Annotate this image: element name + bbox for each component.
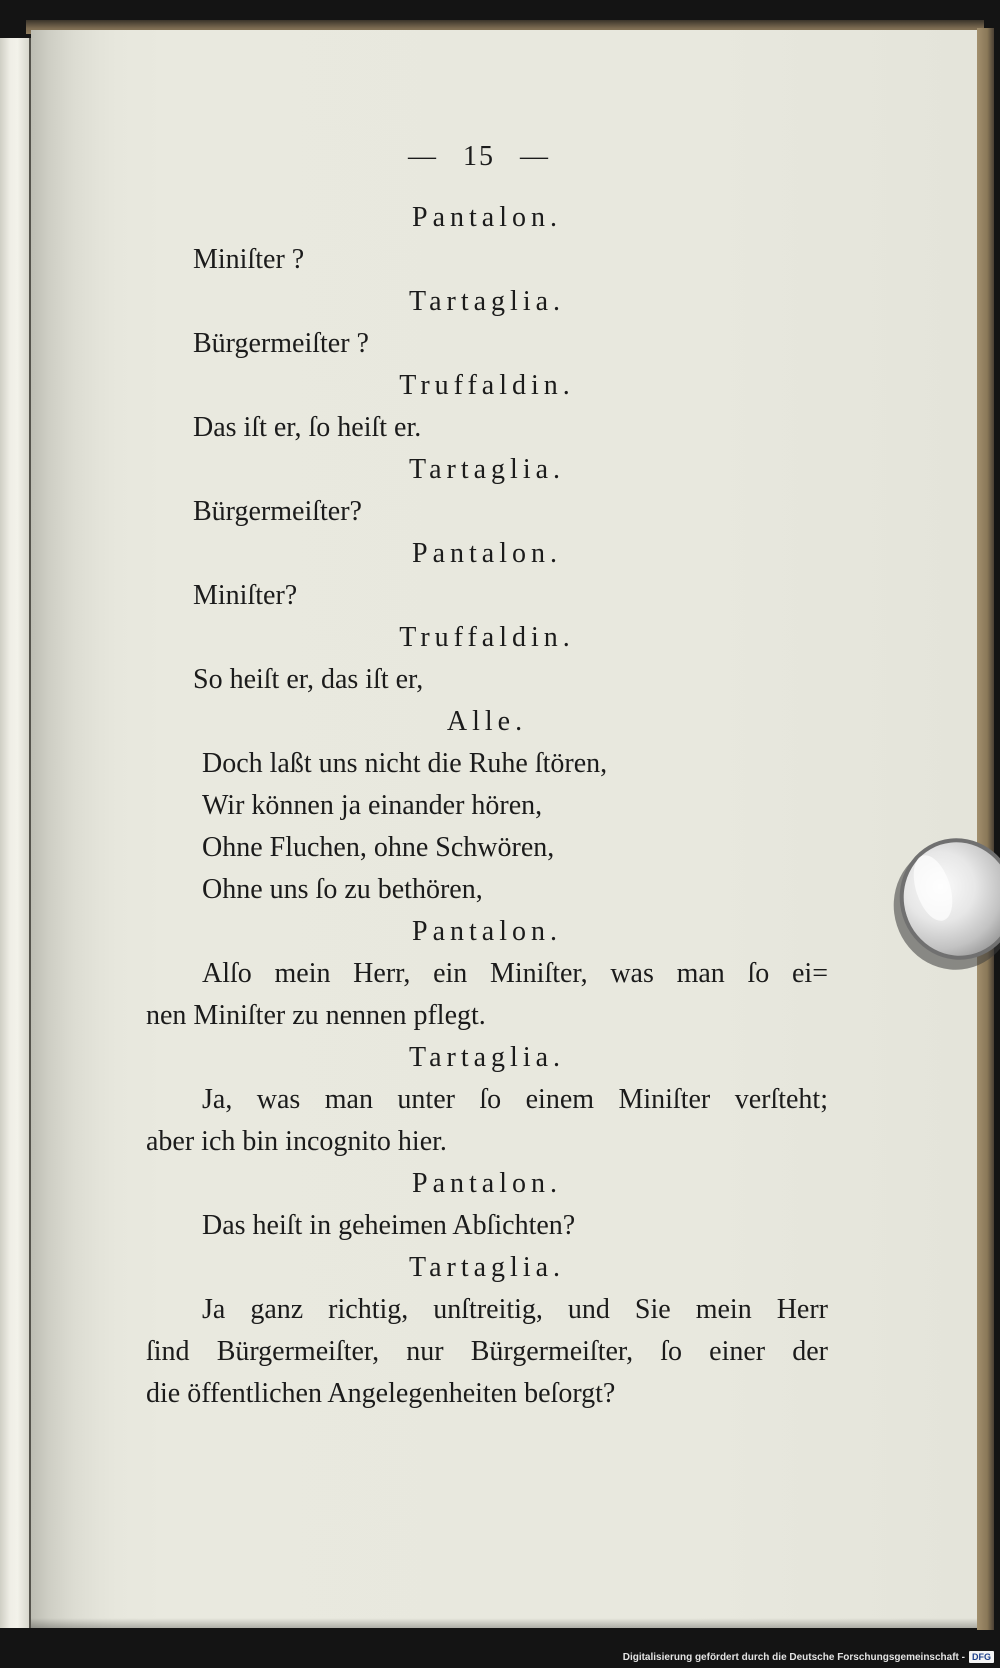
dialogue-line: Bürgermeiſter ? (193, 328, 369, 359)
dialogue-line: So heiſt er, das iſt er, (193, 664, 424, 695)
dialogue-line: Ja ganz richtig, unſtreitig, und Sie mein Herr (202, 1294, 828, 1325)
dialogue-line: aber ich bin incognito hier. (146, 1126, 447, 1157)
speaker-name: Alle. (446, 706, 528, 737)
page-number: — 15 — (408, 141, 550, 172)
speaker-name: Truffaldin. (399, 370, 575, 401)
dialogue-line: Ja, was man unter ſo einem Miniſter verſteht; (202, 1084, 828, 1115)
speaker-name: Pantalon. (412, 202, 562, 233)
speaker-name: Tartaglia. (408, 454, 566, 485)
funding-credit: Digitalisierung gefördert durch die Deutsche Forschungsgemeinschaft - (622, 1651, 965, 1663)
verse-line: Doch laßt uns nicht die Ruhe ſtören, (202, 748, 608, 779)
speaker-name: Tartaglia. (408, 1042, 566, 1073)
dialogue-line: Miniſter ? (193, 244, 305, 275)
digitization-footer (623, 1650, 994, 1664)
speaker-name: Pantalon. (412, 916, 562, 947)
page-bottom-shadow (31, 1618, 977, 1628)
dialogue-line: Alſo mein Herr, ein Miniſter, was man ſo ei= (202, 958, 828, 989)
speaker-name: Tartaglia. (408, 1252, 566, 1283)
dialogue-line: Das heiſt in geheimen Abſichten? (202, 1210, 576, 1241)
verse-line: Ohne Fluchen, ohne Schwören, (202, 832, 555, 863)
dialogue-line: Miniſter? (193, 580, 298, 611)
dialogue-line: die öffentlichen Angelegenheiten beſorgt? (146, 1378, 616, 1409)
dfg-logo: DFG (969, 1651, 994, 1663)
speaker-name: Tartaglia. (408, 286, 566, 317)
dialogue-line: Bürgermeiſter? (193, 496, 362, 527)
speaker-name: Pantalon. (412, 538, 562, 569)
speaker-name: Truffaldin. (399, 622, 575, 653)
page-text (0, 136, 1000, 1415)
verse-line: Wir können ja einander hören, (202, 790, 543, 821)
verse-line: Ohne uns ſo zu bethören, (202, 874, 483, 905)
dialogue-line: ſind Bürgermeiſter, nur Bürgermeiſter, ſo einer der (146, 1336, 828, 1367)
speaker-name: Pantalon. (412, 1168, 562, 1199)
page-clip-holder (886, 828, 1000, 978)
dialogue-line: Das iſt er, ſo heiſt er. (193, 412, 422, 443)
dialogue-line: nen Miniſter zu nennen pflegt. (146, 1000, 486, 1031)
